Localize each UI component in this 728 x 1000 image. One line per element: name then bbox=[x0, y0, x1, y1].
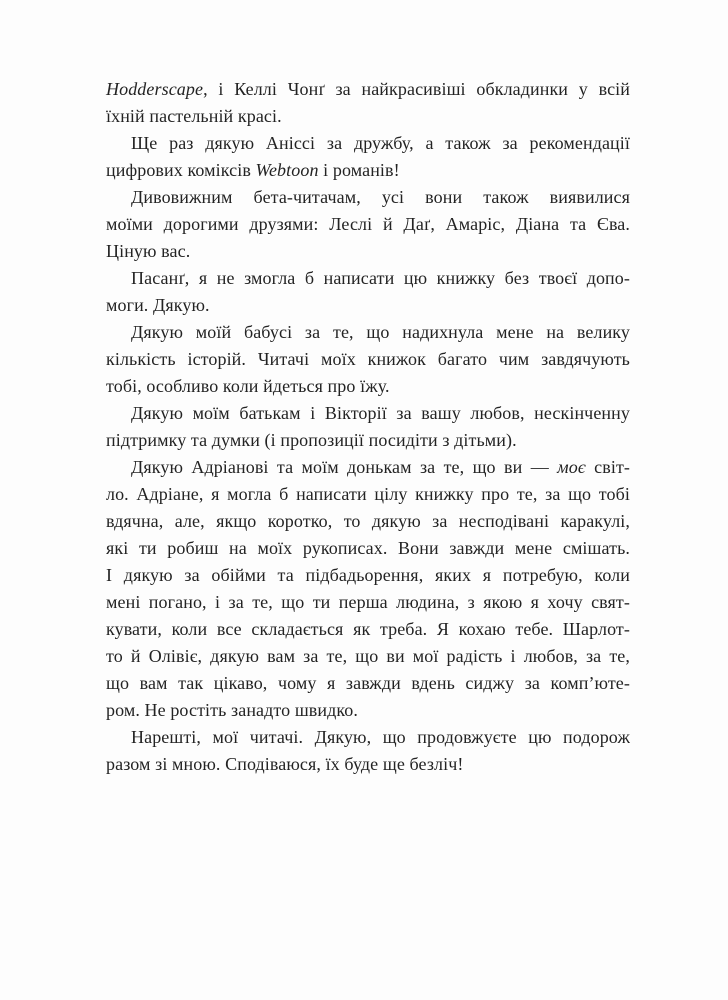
text-line bbox=[106, 346, 630, 373]
text-segment: Webtoon bbox=[255, 160, 319, 180]
text-segment: Дякую Адріанові та моїм донькам за те, що ви — bbox=[131, 457, 558, 477]
text-segment: моги. Дякую. bbox=[106, 295, 210, 315]
text-segment: вдячна, але, якщо коротко, то дякую за несподівані каракулі, bbox=[106, 511, 630, 531]
text-line bbox=[106, 535, 630, 562]
text-line bbox=[106, 103, 630, 130]
text-line bbox=[106, 400, 630, 427]
text-line bbox=[106, 616, 630, 643]
text-segment: моє bbox=[557, 457, 586, 477]
text-segment: Пасанґ, я не змогла б написати цю книжку без твоєї допо- bbox=[131, 268, 630, 288]
text-line bbox=[106, 643, 630, 670]
text-segment: , і Келлі Чонґ за найкрасивіші обкладинки у всій bbox=[203, 79, 630, 99]
text-segment: які ти робиш на моїх рукописах. Вони завжди мене смішать. bbox=[106, 538, 630, 558]
text-line bbox=[106, 670, 630, 697]
paragraph bbox=[106, 724, 630, 778]
text-line bbox=[106, 562, 630, 589]
text-segment: моїми дорогими друзями: Леслі й Даґ, Амаріс, Діана та Єва. bbox=[106, 214, 630, 234]
text-segment: Ще раз дякую Аніссі за дружбу, а також за рекомендації bbox=[131, 133, 630, 153]
text-line bbox=[106, 481, 630, 508]
text-line bbox=[106, 724, 630, 751]
text-line bbox=[106, 751, 630, 778]
text-line bbox=[106, 373, 630, 400]
text-segment: світ- bbox=[585, 457, 630, 477]
text-segment: що вам так цікаво, чому я завжди вдень сиджу за комп’юте- bbox=[106, 673, 630, 693]
text-segment: Ціную вас. bbox=[106, 241, 191, 261]
text-segment: то й Олівіє, дякую вам за те, що ви мої радість і любов, за те, bbox=[106, 646, 630, 666]
text-segment: ром. Не ростіть занадто швидко. bbox=[106, 700, 359, 720]
text-segment: Дивовижним бета-читачам, усі вони також виявилися bbox=[131, 187, 630, 207]
text-segment: ло. Адріане, я могла б написати цілу книжку про те, за що тобі bbox=[106, 484, 630, 504]
paragraph bbox=[106, 265, 630, 319]
text-line bbox=[106, 508, 630, 535]
text-segment: тобі, особливо коли йдеться про їжу. bbox=[106, 376, 390, 396]
text-segment: разом зі мною. Сподіваюся, їх буде ще безліч! bbox=[106, 754, 464, 774]
text-line bbox=[106, 157, 630, 184]
text-line bbox=[106, 130, 630, 157]
paragraph bbox=[106, 184, 630, 265]
text-segment: Дякую моїй бабусі за те, що надихнула мене на велику bbox=[131, 322, 630, 342]
text-line bbox=[106, 265, 630, 292]
text-segment: цифрових коміксів bbox=[106, 160, 256, 180]
text-segment: кувати, коли все складається як треба. Я кохаю тебе. Шарлот- bbox=[106, 619, 630, 639]
text-segment: мені погано, і за те, що ти перша людина, з якою я хочу свят- bbox=[106, 592, 630, 612]
text-segment: Hodderscape bbox=[106, 79, 204, 99]
text-line bbox=[106, 697, 630, 724]
text-segment: і романів! bbox=[318, 160, 400, 180]
text-segment: Нарешті, мої читачі. Дякую, що продовжуєте цю подорож bbox=[131, 727, 630, 747]
text-line bbox=[106, 184, 630, 211]
text-line bbox=[106, 589, 630, 616]
text-segment: кількість історій. Читачі моїх книжок багато чим завдячують bbox=[106, 349, 630, 369]
paragraph bbox=[106, 76, 630, 130]
acknowledgments-text bbox=[106, 76, 630, 778]
text-line bbox=[106, 292, 630, 319]
paragraph bbox=[106, 130, 630, 184]
text-line bbox=[106, 211, 630, 238]
text-segment: підтримку та думки (і пропозиції посидіти з дітьми). bbox=[106, 430, 517, 450]
text-segment: І дякую за обійми та підбадьорення, яких я потребую, коли bbox=[106, 565, 630, 585]
text-line bbox=[106, 319, 630, 346]
text-line bbox=[106, 454, 630, 481]
paragraph bbox=[106, 454, 630, 724]
text-line bbox=[106, 238, 630, 265]
text-segment: Дякую моїм батькам і Вікторії за вашу любов, нескінченну bbox=[131, 403, 630, 423]
text-line bbox=[106, 76, 630, 103]
text-segment: їхній пастельній красі. bbox=[106, 106, 282, 126]
text-line bbox=[106, 427, 630, 454]
paragraph bbox=[106, 400, 630, 454]
paragraph bbox=[106, 319, 630, 400]
